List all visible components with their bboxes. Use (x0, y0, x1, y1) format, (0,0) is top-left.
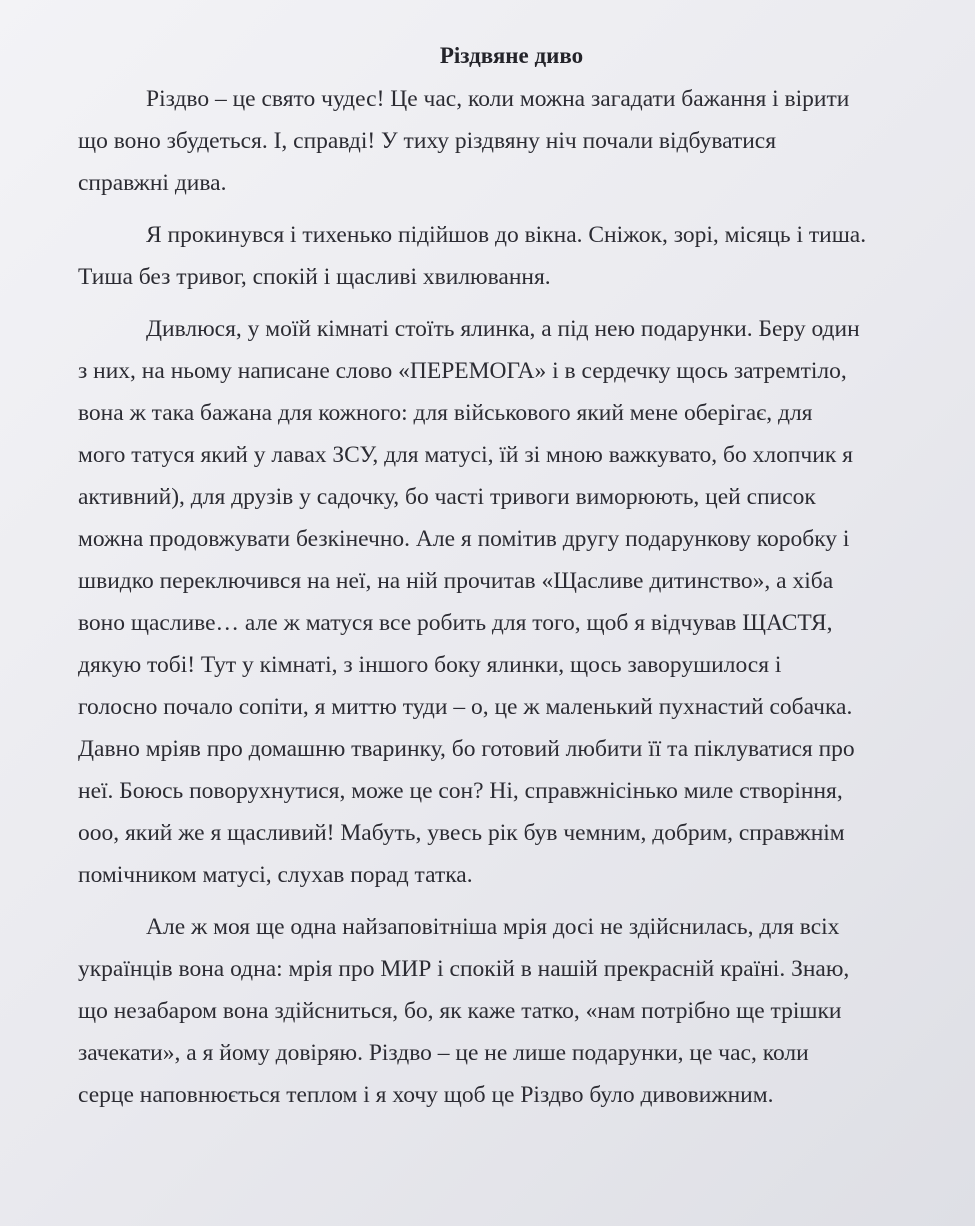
text-line: неї. Боюсь поворухнутися, може це сон? Ні, справжнісінько миле створіння, (78, 778, 843, 804)
text-line: Я прокинувся і тихенько підійшов до вікна. Сніжок, зорі, місяць і тиша. (146, 222, 867, 248)
paragraph-1 (78, 78, 925, 204)
text-line: українців вона одна: мрія про МИР і спокій в нашій прекрасній країні. Знаю, (78, 956, 850, 982)
document-title: Різдвяне диво (439, 43, 584, 68)
paragraph-gap (78, 204, 925, 214)
text-line: зачекати», а я йому довіряю. Різдво – це не лише подарунки, це час, коли (78, 1040, 809, 1066)
text-line: голосно почало сопіти, я миттю туди – о, це ж маленький пухнастий собачка. (78, 694, 853, 720)
paragraph-gap (78, 298, 925, 308)
text-line: серце наповнюється теплом і я хочу щоб це Різдво було дивовижним. (78, 1082, 774, 1108)
text-line: дякую тобі! Тут у кімнаті, з іншого боку ялинки, щось заворушилося і (78, 652, 782, 678)
paragraph-2 (78, 214, 925, 298)
text-line: вона ж така бажана для кожного: для військового який мене оберігає, для (78, 400, 813, 426)
text-line: швидко переключився на неї, на ній прочитав «Щасливе дитинство», а хіба (78, 568, 834, 594)
text-line: ооо, який же я щасливий! Мабуть, увесь рік був чемним, добрим, справжнім (78, 820, 845, 846)
text-line: Дивлюся, у моїй кімнаті стоїть ялинка, а під нею подарунки. Беру один (146, 316, 860, 342)
paragraph-3 (78, 308, 925, 896)
text-line: можна продовжувати безкінечно. Але я помітив другу подарункову коробку і (78, 526, 850, 552)
text-line: з них, на ньому написане слово «ПЕРЕМОГА» і в сердечку щось затремтіло, (78, 358, 847, 384)
text-line: воно щасливе… але ж матуся все робить для того, щоб я відчував ЩАСТЯ, (78, 610, 833, 636)
text-line: мого татуся який у лавах ЗСУ, для матусі, їй зі мною важкувато, бо хлопчик я (78, 442, 853, 468)
paragraph-4 (78, 906, 925, 1116)
text-line: Різдво – це свято чудес! Це час, коли можна загадати бажання і вірити (146, 86, 850, 112)
text-line: справжні дива. (78, 170, 227, 196)
text-line: Але ж моя ще одна найзаповітніша мрія досі не здійснилась, для всіх (146, 914, 840, 940)
text-line: Давно мріяв про домашню тваринку, бо готовий любити її та піклуватися про (78, 736, 855, 762)
text-line: що незабаром вона здійсниться, бо, як каже татко, «нам потрібно ще трішки (78, 998, 842, 1024)
text-line: що воно збудеться. І, справді! У тиху різдвяну ніч почали відбуватися (78, 128, 777, 154)
text-line: помічником матусі, слухав порад татка. (78, 862, 473, 888)
paragraph-gap (78, 896, 925, 906)
text-line: Тиша без тривог, спокій і щасливі хвилювання. (78, 264, 551, 290)
text-line: активний), для друзів у садочку, бо часті тривоги виморюють, цей список (78, 484, 816, 510)
